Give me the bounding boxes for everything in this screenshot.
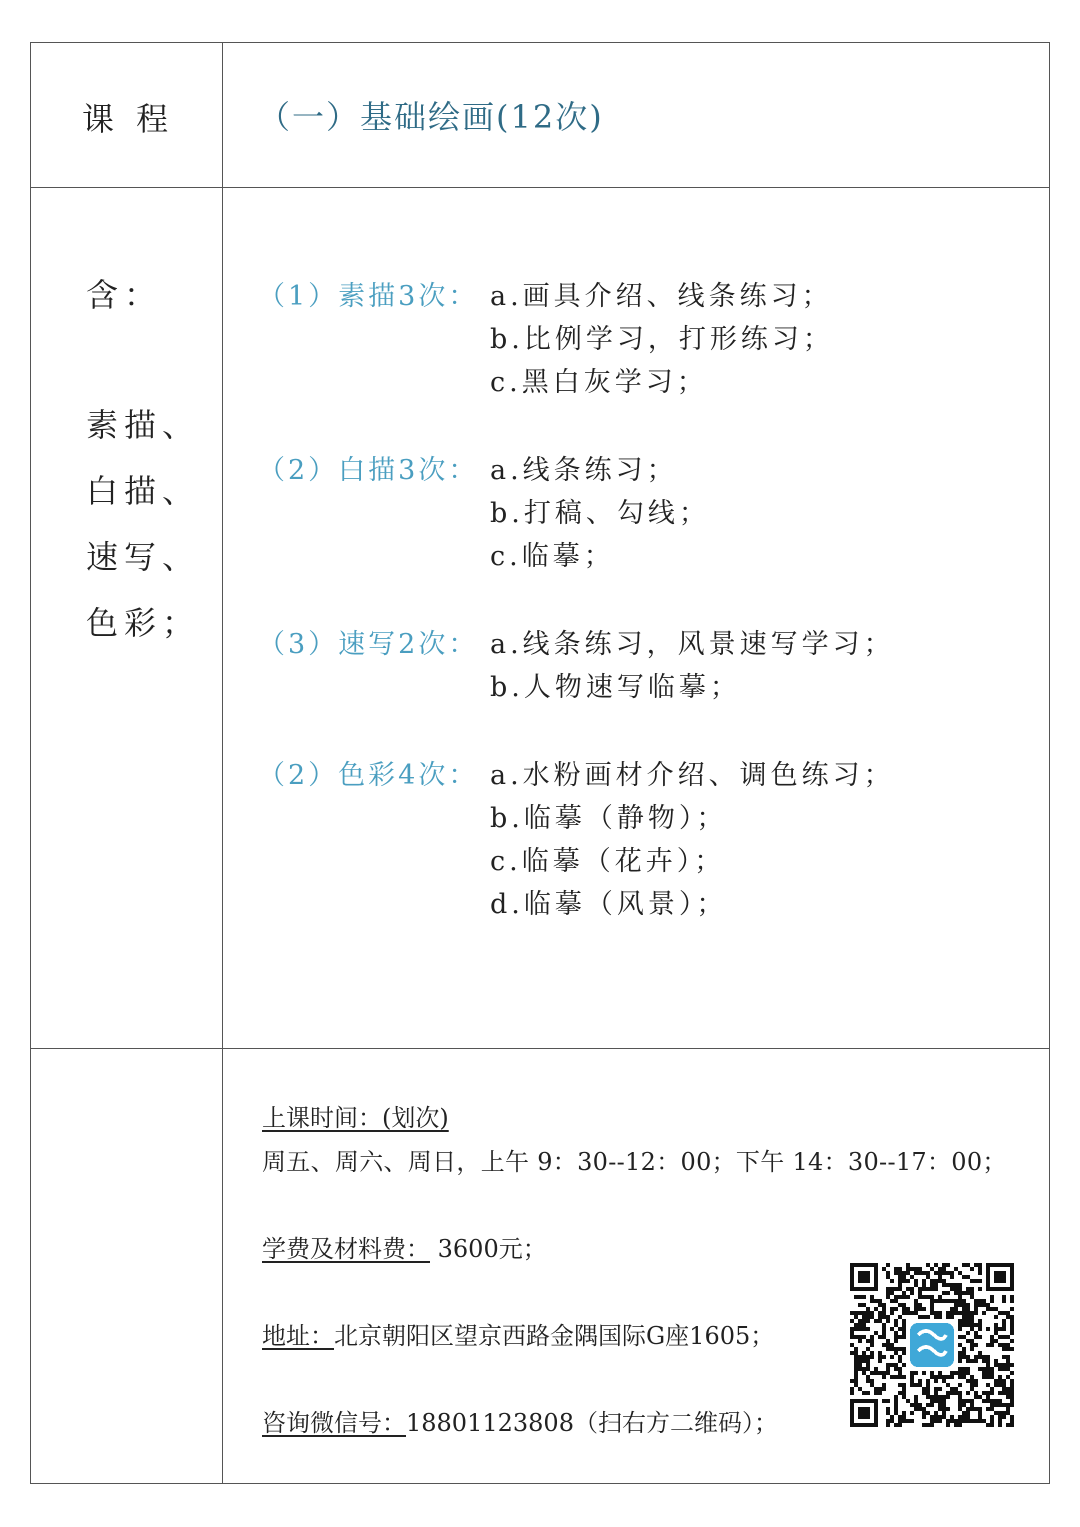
section-item: b.临摹（静物）； <box>490 803 728 834</box>
section-item: a.线条练习； <box>490 455 678 486</box>
row-divider-1 <box>30 187 1050 188</box>
fee-label: 学费及材料费： <box>262 1235 430 1263</box>
section-item: b.打稿、勾线； <box>490 498 710 529</box>
section-heading: （2）色彩4次： <box>258 760 479 791</box>
section-item: c.临摹； <box>490 541 615 572</box>
course-label: 课 程 <box>82 100 175 138</box>
section-item: c.黑白灰学习； <box>490 367 708 398</box>
qr-center-logo <box>910 1323 954 1367</box>
section-heading: （1）素描3次： <box>258 281 479 312</box>
qr-code-icon[interactable] <box>850 1263 1014 1427</box>
section-item: a.画具介绍、线条练习； <box>490 281 833 312</box>
section-item: c.临摹（花卉）； <box>490 846 726 877</box>
class-time-label: 上课时间：(划次) <box>262 1104 449 1132</box>
section-item: b.比例学习，打形练习； <box>490 324 834 355</box>
topic-quick-sketch: 速写、 <box>86 538 201 576</box>
section-item: b.人物速写临摹； <box>490 672 741 703</box>
topic-color: 色彩； <box>86 604 201 642</box>
section-heading: （3）速写2次： <box>258 629 479 660</box>
section-item: a.水粉画材介绍、调色练习； <box>490 760 895 791</box>
row-divider-2 <box>30 1048 1050 1049</box>
fee-line <box>262 1229 547 1264</box>
address-value: 北京朝阳区望京西路金隅国际G座1605； <box>334 1322 775 1350</box>
wechat-value: 18801123808（扫右方二维码）； <box>406 1409 778 1437</box>
section-item: a.线条练习，风景速写学习； <box>490 629 895 660</box>
topic-line-drawing: 白描、 <box>86 472 201 510</box>
class-time-value: 周五、周六、周日，上午 9：30--12：00；下午 14：30--17：00； <box>262 1148 1007 1176</box>
column-divider <box>222 42 223 1484</box>
section-heading: （2）白描3次： <box>258 455 479 486</box>
address-line <box>262 1316 774 1351</box>
fee-value: 3600元； <box>430 1235 547 1263</box>
topic-sketch: 素描、 <box>86 406 201 444</box>
wechat-line <box>262 1403 778 1438</box>
course-title: （一）基础绘画(12次) <box>258 98 604 136</box>
wechat-label: 咨询微信号： <box>262 1409 406 1437</box>
section-item: d.临摹（风景）； <box>490 889 728 920</box>
contains-label: 含： <box>86 276 163 314</box>
address-label: 地址： <box>262 1322 334 1350</box>
